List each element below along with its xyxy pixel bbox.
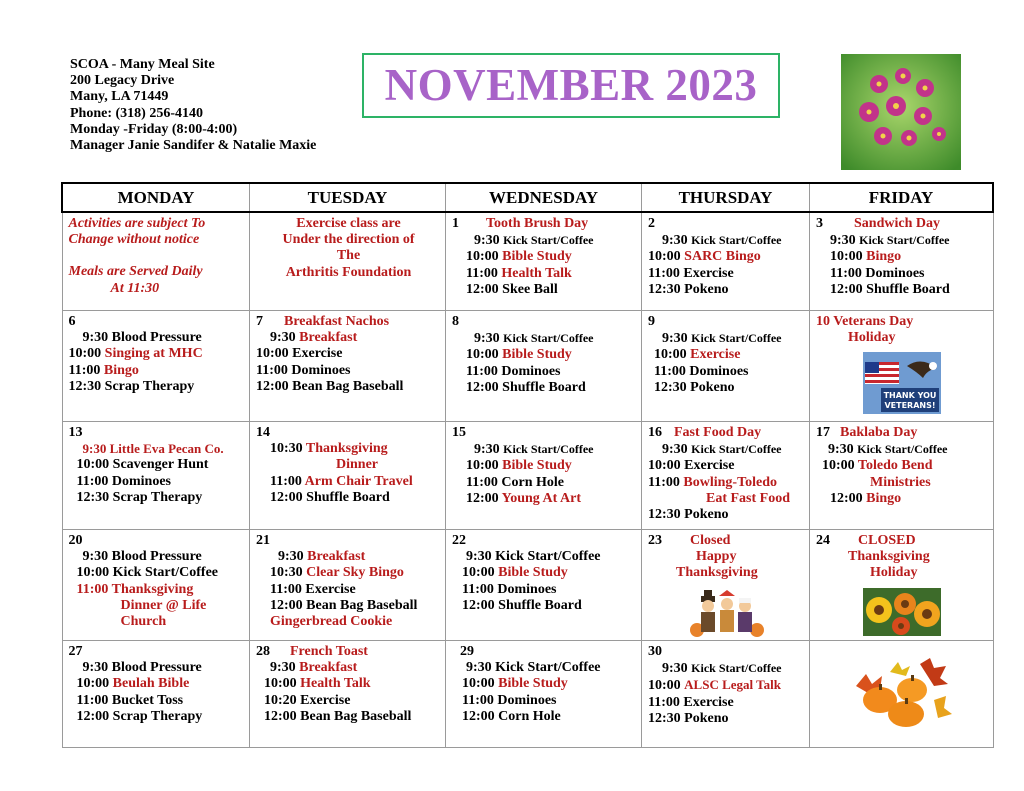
note-line: Meals are Served Daily [68, 264, 203, 280]
event-time: 10:00 [466, 458, 499, 474]
event-time: 11:00 [270, 473, 302, 489]
holiday-line: Thanksgiving [848, 549, 930, 565]
event-name: Health Talk [501, 265, 572, 281]
event-time: 9:30 [474, 233, 500, 249]
header-tuesday: TUESDAY [250, 183, 446, 212]
event-name: Kick Start/Coffee [503, 233, 594, 248]
site-name: SCOA - Many Meal Site [70, 57, 215, 72]
event-name: Exercise [690, 347, 741, 363]
day-cell-6 [62, 311, 250, 422]
event-name: Kick Start/Coffee [691, 331, 782, 346]
day-cell-23 [642, 530, 810, 641]
event-time: 10:00 [822, 458, 855, 474]
event: 12:30 Scrap Therapy [68, 378, 195, 394]
day-cell-9 [642, 311, 810, 422]
holiday-subtitle: Holiday [848, 330, 896, 346]
note-line: Arthritis Foundation [285, 264, 412, 280]
day-number: 14 [256, 425, 270, 440]
header-wednesday: WEDNESDAY [446, 183, 642, 212]
event: 12:30 Scrap Therapy [76, 489, 203, 505]
day-number: 16 [648, 425, 662, 440]
event-time: 9:30 [662, 233, 688, 249]
event: 9:30 Kick Start/Coffee [466, 549, 601, 565]
day-cell-27 [62, 641, 250, 748]
event-time: 10:00 [830, 249, 863, 265]
event-time: 9:30 [474, 442, 500, 458]
note-line: Change without notice [68, 232, 200, 248]
site-address: 200 Legacy Drive [70, 73, 175, 89]
holiday-line: Thanksgiving [676, 565, 758, 581]
event: 11:00 Dominoes [462, 692, 557, 708]
event-name: Bingo [103, 362, 139, 378]
event-time: 9:30 [278, 549, 304, 565]
day-number: 6 [68, 314, 76, 329]
note-cell-tuesday [250, 212, 446, 311]
day-cell-22 [446, 530, 642, 641]
empty-cell-pumpkins [810, 641, 994, 748]
site-phone: Phone: (318) 256-4140 [70, 105, 203, 121]
month-title: NOVEMBER 2023 [384, 60, 758, 110]
holiday-line: Holiday [870, 565, 918, 581]
sunflowers-image [863, 588, 941, 636]
note-line: The [336, 248, 361, 264]
event: 12:00 Bean Bag Baseball [256, 378, 404, 394]
event-continued: Church [120, 614, 167, 630]
event: 11:00 Dominoes [830, 265, 925, 281]
event: 12:30 Pokeno [648, 281, 729, 297]
day-number: 24 [816, 533, 830, 548]
event-time: 10:00 [462, 565, 495, 581]
holiday-line: Happy [696, 549, 737, 565]
event-name: Bowling-Toledo [683, 474, 778, 490]
day-theme: French Toast [290, 644, 368, 659]
event-name: Bible Study [502, 249, 572, 265]
event-name: ALSC Legal Talk [684, 677, 781, 693]
site-city: Many, LA 71449 [70, 89, 169, 105]
pumpkins-leaves-image [850, 656, 954, 732]
event-time: 9:30 [830, 233, 856, 249]
day-theme: Breakfast Nachos [284, 314, 390, 329]
event-name: Bible Study [498, 676, 568, 692]
event-time: 10:00 [648, 249, 681, 265]
day-cell-13 [62, 422, 250, 530]
image-caption-2: VETERANS! [884, 401, 936, 411]
event-name: Arm Chair Travel [304, 473, 413, 489]
event-time: 11:00 [68, 362, 101, 378]
event-time: 9:30 [828, 442, 854, 458]
day-number: 20 [68, 533, 83, 548]
month-title-box [362, 53, 780, 118]
event-continued: Eat Fast Food [706, 490, 790, 506]
day-number: 22 [452, 533, 466, 548]
event: 9:30 Little Eva Pecan Co. [82, 441, 224, 457]
day-theme: Sandwich Day [854, 216, 940, 231]
event: 10:00 Scavenger Hunt [76, 457, 209, 473]
event: 10:20 Exercise [264, 692, 351, 708]
event: 11:00 Exercise [648, 265, 734, 281]
event-time: 10:00 [466, 347, 499, 363]
event: 11:00 Dominoes [462, 581, 557, 597]
event: 11:00 Dominoes [654, 363, 749, 379]
event-continued: Dinner @ Life [120, 597, 207, 613]
note-line: At 11:30 [110, 280, 160, 296]
event-time: 12:00 [466, 490, 499, 506]
flower-photo [841, 54, 961, 170]
event-time: 10:30 [270, 565, 303, 581]
event-time: 10:00 [264, 676, 297, 692]
event: 11:00 Bucket Toss [76, 692, 184, 708]
event-continued: Ministries [870, 474, 931, 490]
day-cell-28 [250, 641, 446, 748]
event-time: 10:00 [462, 676, 495, 692]
event-name: Thanksgiving [305, 441, 388, 457]
day-cell-21 [250, 530, 446, 641]
event-time: 9:30 [662, 661, 688, 677]
event-time: 11:00 [466, 265, 498, 281]
event-time: 9:30 [474, 331, 500, 347]
holiday-title: 10 Veterans Day [816, 314, 914, 329]
day-cell-20 [62, 530, 250, 641]
day-cell-24 [810, 530, 994, 641]
event: 12:00 Skee Ball [466, 281, 558, 297]
event-name: Kick Start/Coffee [691, 661, 782, 676]
event-name: Bible Study [502, 458, 572, 474]
event-name: Bingo [866, 249, 902, 265]
calendar-table [61, 182, 994, 748]
event: 11:00 Exercise [648, 694, 734, 710]
note-line: Activities are subject To [68, 216, 206, 231]
event-time: 10:00 [68, 346, 102, 362]
event: 9:30 Kick Start/Coffee [466, 660, 601, 676]
event-time: 10:00 [76, 676, 110, 692]
event: 12:00 Shuffle Board [830, 281, 950, 297]
day-theme: Closed [690, 533, 731, 548]
day-theme: Fast Food Day [674, 425, 762, 440]
event-name: Kick Start/Coffee [503, 331, 594, 346]
event-time: 10:30 [270, 441, 303, 457]
event: 9:30 Blood Pressure [82, 660, 202, 676]
day-number: 13 [68, 425, 83, 440]
event-name: Bible Study [498, 565, 568, 581]
event-time: 10:00 [648, 678, 681, 694]
event: 12:00 Shuffle Board [462, 597, 582, 613]
event-name: Bingo [866, 490, 902, 506]
event-time: 9:30 [662, 442, 688, 458]
event: 12:00 Scrap Therapy [76, 708, 203, 724]
event-name: Toledo Bend [857, 458, 933, 474]
header-thursday: THURSDAY [642, 183, 810, 212]
event: 12:00 Bean Bag Baseball [270, 597, 418, 613]
event-time: 9:30 [270, 660, 296, 676]
event: 12:30 Pokeno [648, 507, 729, 523]
day-cell-8 [446, 311, 642, 422]
site-hours: Monday -Friday (8:00-4:00) [70, 121, 238, 137]
event-name: Breakfast [307, 549, 366, 565]
event-name: Health Talk [300, 676, 371, 692]
event-name: Singing at MHC [104, 346, 203, 362]
event: 9:30 Blood Pressure [82, 330, 202, 346]
day-number: 8 [452, 314, 459, 329]
day-number: 29 [460, 644, 474, 659]
day-number: 30 [648, 644, 662, 659]
event-time: 9:30 [662, 331, 688, 347]
event: 12:30 Pokeno [654, 379, 735, 395]
event-time: 10:00 [466, 249, 499, 265]
event-name: Kick Start/Coffee [859, 233, 950, 248]
event: 12:00 Shuffle Board [466, 379, 586, 395]
note-line: Exercise class are [296, 216, 401, 231]
day-cell-2 [642, 212, 810, 311]
pilgrims-image [687, 588, 767, 638]
day-number: 1 [452, 216, 459, 231]
note-line: Under the direction of [282, 232, 415, 248]
day-number: 23 [648, 533, 662, 548]
event-time: 12:00 [830, 490, 863, 506]
event: 12:00 Bean Bag Baseball [264, 708, 412, 724]
event: 12:00 Corn Hole [462, 708, 561, 724]
event-name: Breakfast [299, 330, 358, 346]
day-theme: Baklaba Day [840, 425, 918, 440]
day-cell-29 [446, 641, 642, 748]
image-caption-1: THANK YOU [883, 391, 937, 401]
day-number: 15 [452, 425, 466, 440]
day-number: 7 [256, 314, 263, 329]
event: 10:00 Exercise [256, 346, 343, 362]
day-cell-1 [446, 212, 642, 311]
day-cell-17 [810, 422, 994, 530]
event: 11:00 Exercise [270, 581, 356, 597]
event-name: SARC Bingo [684, 249, 761, 265]
event: 12:00 Shuffle Board [270, 489, 390, 505]
event-name: Kick Start/Coffee [691, 442, 782, 457]
day-theme: Tooth Brush Day [486, 216, 589, 231]
event-name: Beulah Bible [112, 676, 190, 692]
header-friday: FRIDAY [810, 183, 994, 212]
day-cell-30 [642, 641, 810, 748]
event-name: Young At Art [501, 490, 582, 506]
day-number: 21 [256, 533, 270, 548]
event-continued: Dinner [336, 457, 378, 473]
day-number: 2 [648, 216, 655, 231]
day-cell-10 [810, 311, 994, 422]
event-name: Bible Study [502, 347, 572, 363]
event: 10:00 Exercise [648, 458, 735, 474]
day-cell-14 [250, 422, 446, 530]
event: 12:30 Pokeno [648, 710, 729, 726]
day-theme: CLOSED [858, 533, 916, 548]
event-name: Kick Start/Coffee [691, 233, 782, 248]
day-cell-3 [810, 212, 994, 311]
event-name: Kick Start/Coffee [857, 442, 948, 457]
event: 11:00 Dominoes [256, 362, 351, 378]
event: 11:00 Dominoes [466, 363, 561, 379]
header-monday: MONDAY [62, 183, 250, 212]
note-cell-monday [62, 212, 250, 311]
event: 11:00 Thanksgiving [76, 581, 194, 597]
event-name: Kick Start/Coffee [503, 442, 594, 457]
event-time: 10:00 [654, 347, 687, 363]
thank-you-veterans-image [863, 352, 941, 414]
day-number: 3 [816, 216, 823, 231]
site-info [70, 57, 316, 154]
event: 11:00 Corn Hole [466, 474, 564, 490]
day-number: 27 [68, 644, 83, 659]
event: 11:00 Dominoes [76, 473, 171, 489]
event-name: Breakfast [299, 660, 358, 676]
event-name: Clear Sky Bingo [306, 565, 404, 581]
event: 9:30 Blood Pressure [82, 549, 202, 565]
day-number: 9 [648, 314, 655, 329]
event: Gingerbread Cookie [270, 614, 393, 630]
day-cell-7 [250, 311, 446, 422]
day-number: 17 [816, 425, 830, 440]
event-time: 11:00 [648, 474, 680, 490]
day-cell-15 [446, 422, 642, 530]
day-number: 28 [256, 644, 270, 659]
event-time: 9:30 [270, 330, 296, 346]
day-cell-16 [642, 422, 810, 530]
event: 10:00 Kick Start/Coffee [76, 565, 219, 581]
site-managers: Manager Janie Sandifer & Natalie Maxie [70, 138, 317, 154]
